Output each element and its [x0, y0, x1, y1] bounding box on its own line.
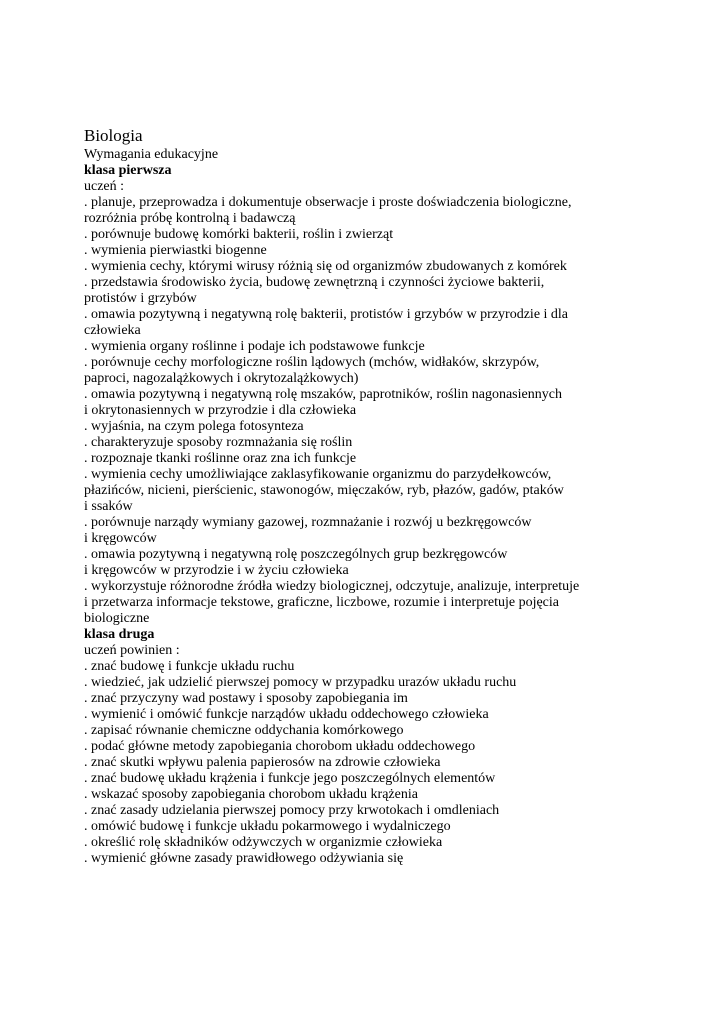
list-item-line: . znać zasady udzielania pierwszej pomocy przy krwotokach i omdleniach [84, 803, 500, 818]
list-item [84, 755, 604, 771]
list-item-line: człowieka [84, 323, 141, 338]
list-item [84, 851, 604, 867]
list-item-line: . porównuje cechy morfologiczne roślin lądowych (mchów, widłaków, skrzypów, [84, 355, 540, 370]
list-item-line: . wymienia cechy umożliwiające zaklasyfikowanie organizmu do parzydełkowców, [84, 467, 552, 482]
list-item-line: i przetwarza informacje tekstowe, graficzne, liczbowe, rozumie i interpretuje pojęcia [84, 595, 559, 610]
list-item-line: . wymienić i omówić funkcje narządów układu oddechowego człowieka [84, 707, 489, 722]
list-item-line: . znać budowę układu krążenia i funkcje jego poszczególnych elementów [84, 771, 496, 786]
list-item-line: . znać skutki wpływu palenia papierosów na zdrowie człowieka [84, 755, 441, 770]
list-item-line: . rozpoznaje tkanki roślinne oraz zna ich funkcje [84, 451, 357, 466]
list-item-line: . wykorzystuje różnorodne źródła wiedzy biologicznej, odczytuje, analizuje, interpretuje [84, 579, 580, 594]
list-item [84, 659, 604, 675]
list-item-line: . wymienia organy roślinne i podaje ich podstawowe funkcje [84, 339, 425, 354]
list-item-line: i kręgowców [84, 531, 157, 546]
list-item [84, 451, 604, 467]
list-item-line: . charakteryzuje sposoby rozmnażania się roślin [84, 435, 353, 450]
list-item-line: . znać budowę i funkcje układu ruchu [84, 659, 295, 674]
list-item-line: . wymienić główne zasady prawidłowego odżywiania się [84, 851, 404, 866]
list-item [84, 707, 604, 723]
section-intro: uczeń : [84, 179, 125, 194]
list-item-line: i kręgowców w przyrodzie i w życiu człowieka [84, 563, 349, 578]
list-item-line: . znać przyczyny wad postawy i sposoby zapobiegania im [84, 691, 408, 706]
list-item [84, 227, 604, 243]
list-item [84, 739, 604, 755]
list-item [84, 339, 604, 355]
list-item [84, 195, 604, 227]
document-page [84, 126, 604, 867]
list-item [84, 515, 604, 547]
list-item [84, 835, 604, 851]
sections-container [84, 163, 604, 867]
list-item-line: biologiczne [84, 611, 150, 626]
list-item [84, 467, 604, 515]
list-item [84, 259, 604, 275]
list-item-line: . omówić budowę i funkcje układu pokarmowego i wydalniczego [84, 819, 451, 834]
list-item [84, 419, 604, 435]
section-heading: klasa pierwsza [84, 163, 172, 178]
list-item-line: . zapisać równanie chemiczne oddychania komórkowego [84, 723, 404, 738]
section-intro: uczeń powinien : [84, 643, 180, 658]
list-item [84, 691, 604, 707]
list-item [84, 387, 604, 419]
list-item-line: . wyjaśnia, na czym polega fotosynteza [84, 419, 304, 434]
requirements-list [84, 659, 604, 867]
list-item-line: . omawia pozytywną i negatywną rolę bakterii, protistów i grzybów w przyrodzie i dla [84, 307, 569, 322]
list-item-line: . wiedzieć, jak udzielić pierwszej pomocy w przypadku urazów układu ruchu [84, 675, 517, 690]
list-item-line: . porównuje budowę komórki bakterii, roślin i zwierząt [84, 227, 394, 242]
list-item [84, 243, 604, 259]
section-1 [84, 163, 604, 627]
list-item [84, 275, 604, 307]
list-item [84, 435, 604, 451]
list-item [84, 787, 604, 803]
list-item-line: protistów i grzybów [84, 291, 197, 306]
list-item [84, 307, 604, 339]
list-item-line: i okrytonasiennych w przyrodzie i dla człowieka [84, 403, 357, 418]
section-2 [84, 627, 604, 867]
list-item-line: . planuje, przeprowadza i dokumentuje obserwacje i proste doświadczenia biologiczne, [84, 195, 572, 210]
list-item-line: . porównuje narządy wymiany gazowej, rozmnażanie i rozwój u bezkręgowców [84, 515, 532, 530]
list-item-line: . omawia pozytywną i negatywną rolę poszczególnych grup bezkręgowców [84, 547, 508, 562]
document-subtitle: Wymagania edukacyjne [84, 147, 219, 162]
list-item-line: . określić rolę składników odżywczych w organizmie człowieka [84, 835, 443, 850]
list-item-line: . przedstawia środowisko życia, budowę zewnętrzną i czynności życiowe bakterii, [84, 275, 545, 290]
list-item-line: . podać główne metody zapobiegania chorobom układu oddechowego [84, 739, 476, 754]
list-item-line: . wymienia cechy, którymi wirusy różnią się od organizmów zbudowanych z komórek [84, 259, 567, 274]
list-item [84, 547, 604, 579]
list-item-line: rozróżnia próbę kontrolną i badawczą [84, 211, 296, 226]
list-item-line: i ssaków [84, 499, 133, 514]
list-item-line: . wskazać sposoby zapobiegania chorobom układu krążenia [84, 787, 418, 802]
list-item-line: . omawia pozytywną i negatywną rolę mszaków, paprotników, roślin nagonasiennych [84, 387, 562, 402]
requirements-list [84, 195, 604, 627]
list-item [84, 675, 604, 691]
list-item [84, 803, 604, 819]
list-item [84, 771, 604, 787]
list-item [84, 723, 604, 739]
list-item [84, 819, 604, 835]
document-title: Biologia [84, 126, 143, 145]
list-item-line: płazińców, nicieni, pierścienic, stawonogów, mięczaków, ryb, płazów, gadów, ptaków [84, 483, 564, 498]
list-item-line: paproci, nagozalążkowych i okrytozalążkowych) [84, 371, 359, 386]
section-heading: klasa druga [84, 627, 155, 642]
list-item [84, 355, 604, 387]
list-item-line: . wymienia pierwiastki biogenne [84, 243, 267, 258]
list-item [84, 579, 604, 627]
